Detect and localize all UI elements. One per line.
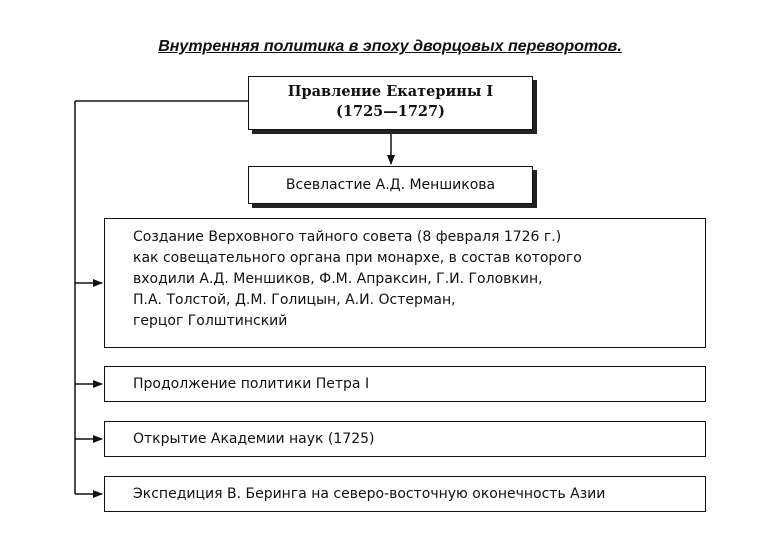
page-title: Внутренняя политика в эпоху дворцовых переворотов. (158, 38, 622, 55)
root-box (248, 76, 533, 130)
peter-policy-text: Продолжение политики Петра I (133, 376, 370, 392)
academy-box (104, 421, 706, 457)
council-line-3: входили А.Д. Меншиков, Ф.М. Апраксин, Г.И. Головкин, (133, 271, 543, 287)
peter-policy-box (104, 366, 706, 402)
council-line-2: как совещательного органа при монархе, в состав которого (133, 250, 582, 266)
council-line-1: Создание Верховного тайного совета (8 февраля 1726 г.) (133, 229, 562, 245)
root-years: (1725—1727) (336, 103, 445, 120)
council-box (104, 218, 706, 348)
bering-text: Экспедиция В. Беринга на северо-восточную оконечность Азии (133, 486, 606, 502)
academy-text: Открытие Академии наук (1725) (133, 431, 375, 447)
menshikov-box: Всевластие А.Д. Меншикова (248, 166, 533, 204)
bering-box (104, 476, 706, 512)
root-title: Правление Екатерины I (287, 83, 494, 100)
council-line-4: П.А. Толстой, Д.М. Голицын, А.И. Остерман, (133, 292, 456, 308)
council-line-5: герцог Голштинский (133, 313, 288, 329)
